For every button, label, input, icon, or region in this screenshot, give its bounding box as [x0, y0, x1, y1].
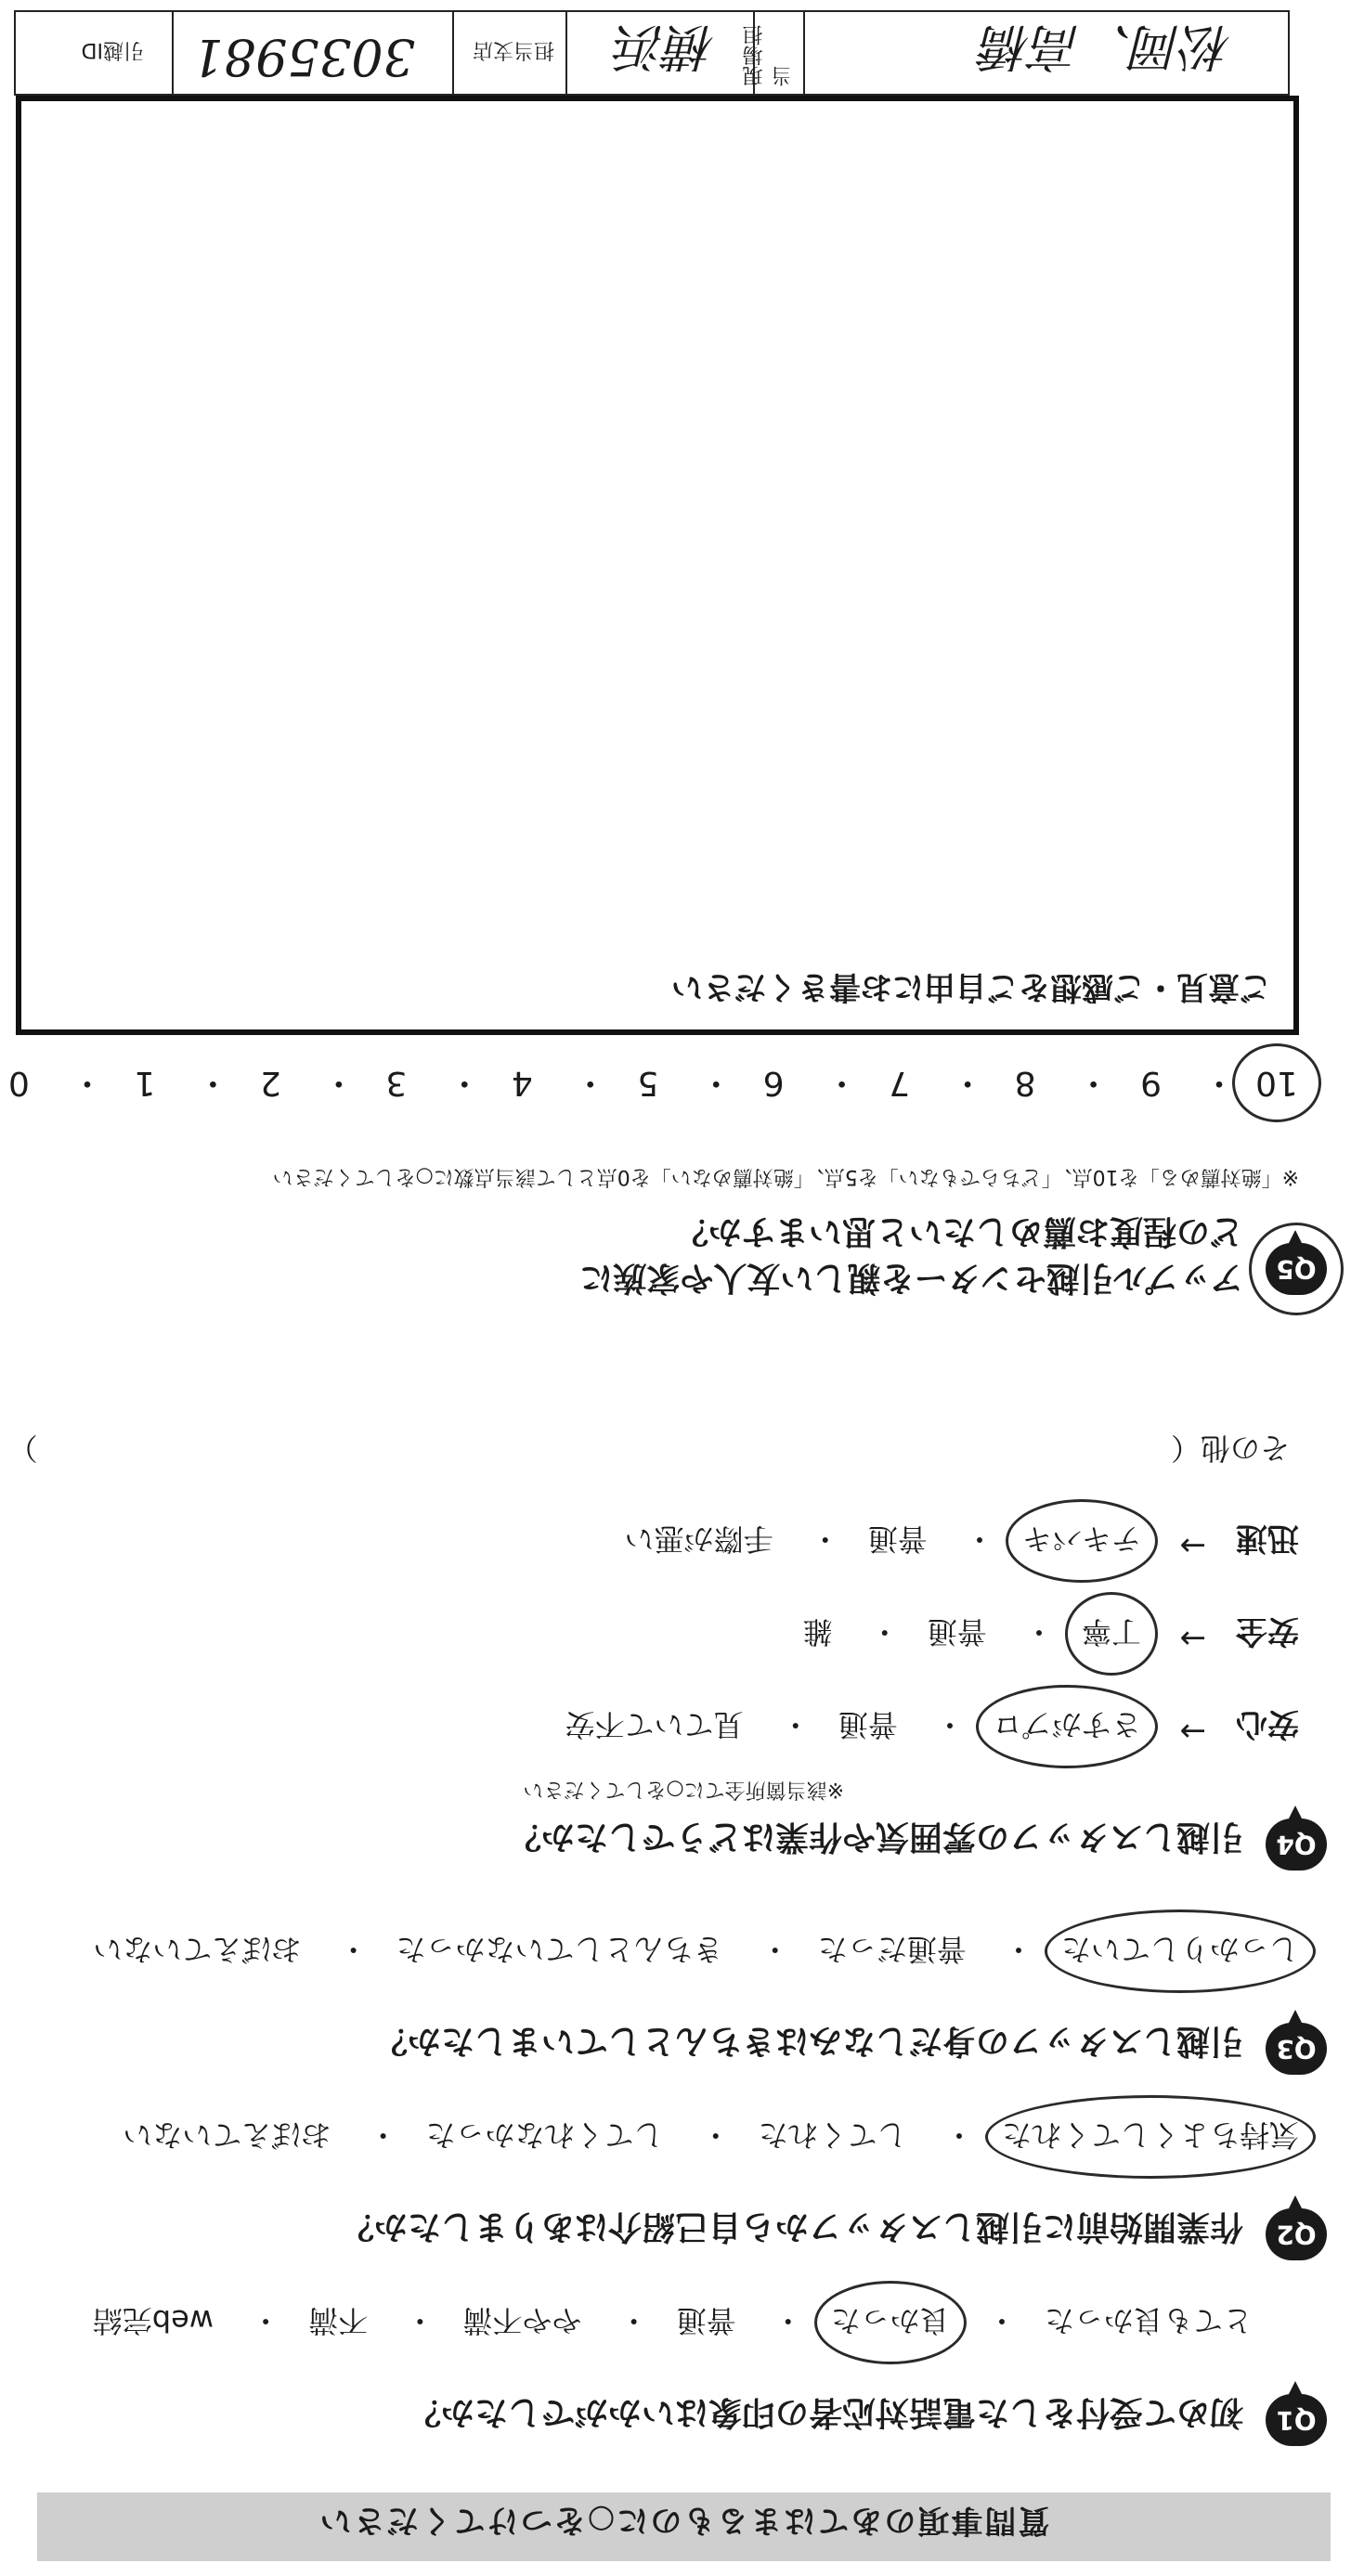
- q5-text-line1: アップル引越センターを親しい友人や家族に: [579, 1259, 1243, 1297]
- score-option[interactable]: 7: [889, 1064, 911, 1102]
- score-option[interactable]: 4: [511, 1064, 533, 1102]
- q4-option[interactable]: 雑: [802, 1614, 833, 1650]
- comment-title: ご意見・ご感想をご自由にお書きください: [671, 968, 1271, 1005]
- id-value-cell: [172, 12, 452, 94]
- q4-badge: Q4: [1266, 1819, 1327, 1871]
- q2-option[interactable]: してくれなかった: [425, 2117, 664, 2153]
- score-option[interactable]: 8: [1014, 1064, 1036, 1102]
- score-option[interactable]: 2: [259, 1064, 281, 1102]
- id-label-cell: [19, 12, 172, 94]
- q4-row-options: さすがプロ・ 普通・ 見ていて不安: [538, 1705, 1141, 1748]
- q3-option[interactable]: きちんとしていなかった: [396, 1932, 723, 1967]
- q1-option[interactable]: やや不満: [462, 2303, 582, 2338]
- q4-other: [8, 1429, 1290, 1471]
- q4-option-selected[interactable]: さすがプロ: [993, 1705, 1141, 1748]
- q2-option[interactable]: おぼえていない: [123, 2117, 331, 2153]
- q4-text: 引越しスタッフの雰囲気や作業はどうでしたか？: [507, 1818, 1243, 1856]
- staff-value-cell: [803, 12, 1288, 94]
- q3-option[interactable]: 普通だった: [817, 1932, 967, 1967]
- comment-box[interactable]: [16, 96, 1299, 1035]
- q3-options: しっかりしていた・ 普通だった・ きちんとしていなかった・ おぼえていない: [65, 1930, 1299, 1973]
- staff-label: 現場担当: [743, 25, 795, 86]
- q1-option-selected[interactable]: 良かった: [831, 2301, 950, 2344]
- q2-options: 気持ちよくしてくれた・ してくれた・ してくれなかった・ おぼえていない: [95, 2116, 1299, 2158]
- score-option[interactable]: 1: [134, 1064, 156, 1102]
- arrow-right-icon: →: [1179, 1527, 1206, 1564]
- q1-options: とても良かった・ 良かった・ 普通・ やや不満・ 不満・ web完結: [65, 2301, 1253, 2344]
- q3-option[interactable]: おぼえていない: [93, 1932, 302, 1967]
- q4-other-close: ）: [7, 1430, 38, 1466]
- q1-option[interactable]: web完結: [92, 2303, 214, 2338]
- q2-option[interactable]: してくれた: [758, 2117, 907, 2153]
- arrow-right-icon: →: [1179, 1620, 1206, 1657]
- q4-option-selected[interactable]: 丁寧: [1082, 1612, 1141, 1655]
- id-label: 引越ID: [81, 38, 144, 61]
- q1-text: 初めて受付をした電話対応者の印象はいかがでしたか？: [407, 2393, 1243, 2431]
- q5-note: ※「絶対薦める」を10点、「どちらでもない」を5点、「絶対薦めない」を0点として該当点数に○をしてください: [272, 1165, 1299, 1188]
- q1-option[interactable]: 普通: [676, 2303, 736, 2338]
- branch-handwritten: 横浜: [616, 18, 716, 76]
- q4-row-label: 安全: [1236, 1612, 1299, 1650]
- branch-label-cell: [452, 12, 565, 94]
- q1-option[interactable]: 不満: [308, 2303, 369, 2338]
- q1-option[interactable]: とても良かった: [1044, 2303, 1253, 2338]
- q4-option-selected[interactable]: テキパキ: [1022, 1520, 1141, 1562]
- score-option[interactable]: 0: [8, 1064, 30, 1102]
- q2-text: 作業開始前に引越しスタッフから自己紹介はありましたか？: [340, 2207, 1243, 2246]
- staff-table: [14, 10, 1290, 96]
- q4-option[interactable]: 手際が悪い: [624, 1521, 773, 1557]
- q2-badge: Q2: [1266, 2208, 1327, 2260]
- q4-row-label: 迅速: [1236, 1520, 1299, 1557]
- score-option[interactable]: 5: [637, 1064, 659, 1102]
- branch-label: 担当支店: [472, 38, 554, 61]
- branch-value-cell: [565, 12, 753, 94]
- id-handwritten: 3035981: [191, 28, 415, 86]
- q3-option-selected[interactable]: しっかりしていた: [1061, 1930, 1299, 1973]
- score-option[interactable]: 9: [1140, 1064, 1162, 1102]
- q3-badge: Q3: [1266, 2023, 1327, 2075]
- instruction-band: [37, 2492, 1331, 2561]
- q4-option[interactable]: 見ていて不安: [565, 1707, 744, 1742]
- q4-option[interactable]: 普通: [927, 1614, 987, 1650]
- q5-text-line2: どの程度お薦めしたいと思いますか？: [674, 1212, 1243, 1250]
- score-option-selected[interactable]: 10: [1249, 1064, 1305, 1102]
- score-option[interactable]: 3: [385, 1064, 408, 1102]
- q3-text: 引越しスタッフの身だしなみはきちんとしていましたか？: [373, 2022, 1243, 2060]
- q4-other-label: その他（: [1170, 1430, 1290, 1466]
- q4-option[interactable]: 普通: [867, 1521, 928, 1557]
- q2-option-selected[interactable]: 気持ちよくしてくれた: [1002, 2116, 1299, 2158]
- staff-label-cell: [743, 12, 803, 94]
- q5-badge: Q5: [1266, 1243, 1327, 1295]
- q5-scale: 10・ 9・ 8・ 7・ 6・ 5・ 4・ 3・ 2・ 1・ 0: [0, 1062, 1305, 1109]
- q1-badge: Q1: [1266, 2394, 1327, 2446]
- q4-option[interactable]: 普通: [838, 1707, 898, 1742]
- q4-note: ※該当箇所全てに○をしてください: [523, 1778, 844, 1801]
- q4-row-options: テキパキ・ 普通・ 手際が悪い: [597, 1520, 1141, 1562]
- score-option[interactable]: 6: [762, 1064, 785, 1102]
- staff-handwritten: 松岡、高橋: [981, 18, 1232, 76]
- q4-row-options: 丁寧・ 普通・ 雑: [775, 1612, 1141, 1655]
- q4-row-label: 安心: [1236, 1705, 1299, 1742]
- instruction-text: 質問事項のあてはまるものに○をつけてください: [318, 2502, 1050, 2539]
- arrow-right-icon: →: [1179, 1713, 1206, 1750]
